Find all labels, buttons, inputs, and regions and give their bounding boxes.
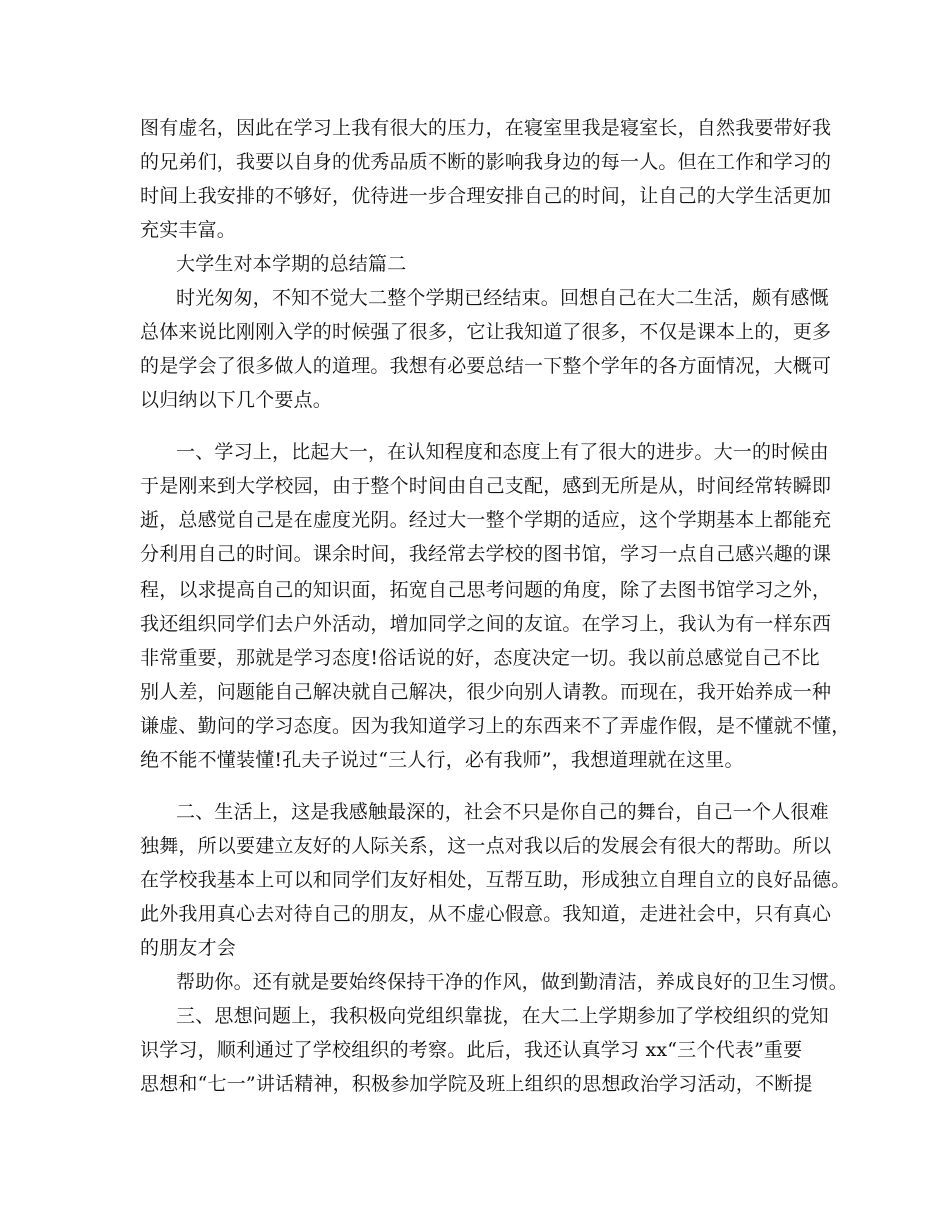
text-line: 非常重要，那就是学习态度!俗话说的好，态度决定一切。我以前总感觉自己不比: [140, 647, 820, 669]
text-line: 总体来说比刚刚入学的时候强了很多，它让我知道了很多，不仅是课本上的，更多: [140, 321, 832, 343]
text-line: 此外我用真心去对待自己的朋友，从不虚心假意。我知道，走进社会中，只有真心: [140, 903, 832, 925]
text-line: 识学习，顺利通过了学校组织的考察。此后，我还认真学习 xx“三个代表”重要: [140, 1039, 803, 1061]
text-line: 我还组织同学们去户外活动，增加同学之间的友谊。在学习上，我认为有一样东西: [140, 613, 832, 635]
text-line: 思想和“七一”讲话精神，积极参加学院及班上组织的思想政治学习活动，不断提: [140, 1073, 813, 1095]
text-line: 在学校我基本上可以和同学们友好相处，互帮互助，形成独立自理自立的良好品德。: [140, 869, 851, 891]
section-heading: 大学生对本学期的总结篇二: [176, 253, 407, 275]
text-line: 于是刚来到大学校园，由于整个时间由自己支配，感到无所是从，时间经常转瞬即: [140, 475, 832, 497]
text-line: 谦虚、勤问的学习态度。因为我知道学习上的东西来不了弄虚作假，是不懂就不懂，: [140, 715, 851, 737]
text-line: 的朋友才会: [140, 937, 237, 959]
text-line: 图有虚名，因此在学习上我有很大的压力，在寝室里我是寝室长，自然我要带好我: [140, 117, 832, 139]
text-line: 别人差，问题能自己解决就自己解决，很少向别人请教。而现在，我开始养成一种: [140, 681, 832, 703]
text-line: 以归纳以下几个要点。: [140, 389, 333, 411]
text-line: 逝，总感觉自己是在虚度光阴。经过大一整个学期的适应，这个学期基本上都能充: [140, 509, 832, 531]
text-line: 一、学习上，比起大一，在认知程度和态度上有了很大的进步。大一的时候由: [176, 441, 829, 463]
text-line: 二、生活上，这是我感触最深的，社会不只是你自己的舞台，自己一个人很难: [176, 801, 829, 823]
text-line: 时间上我安排的不够好，优待进一步合理安排自己的时间，让自己的大学生活更加: [140, 185, 832, 207]
text-line: 分利用自己的时间。课余时间，我经常去学校的图书馆，学习一点自己感兴趣的课: [140, 543, 832, 565]
text-line: 的是学会了很多做人的道理。我想有必要总结一下整个学年的各方面情况，大概可: [140, 355, 832, 377]
text-line: 三、思想问题上，我积极向党组织靠拢，在大二上学期参加了学校组织的党知: [176, 1005, 829, 1027]
text-line: 时光匆匆，不知不觉大二整个学期已经结束。回想自己在大二生活，颇有感慨: [176, 287, 829, 309]
text-line: 的兄弟们，我要以自身的优秀品质不断的影响我身边的每一人。但在工作和学习的: [140, 151, 832, 173]
text-line: 帮助你。还有就是要始终保持干净的作风，做到勤清洁，养成良好的卫生习惯。: [176, 971, 849, 993]
text-line: 独舞，所以要建立友好的人际关系，这一点对我以后的发展会有很大的帮助。所以: [140, 835, 832, 857]
text-line: 绝不能不懂装懂!孔夫子说过“三人行，必有我师”，我想道理就在这里。: [140, 749, 744, 771]
text-line: 程，以求提高自己的知识面，拓宽自己思考问题的角度，除了去图书馆学习之外，: [140, 579, 832, 601]
text-line: 充实丰富。: [140, 219, 237, 241]
